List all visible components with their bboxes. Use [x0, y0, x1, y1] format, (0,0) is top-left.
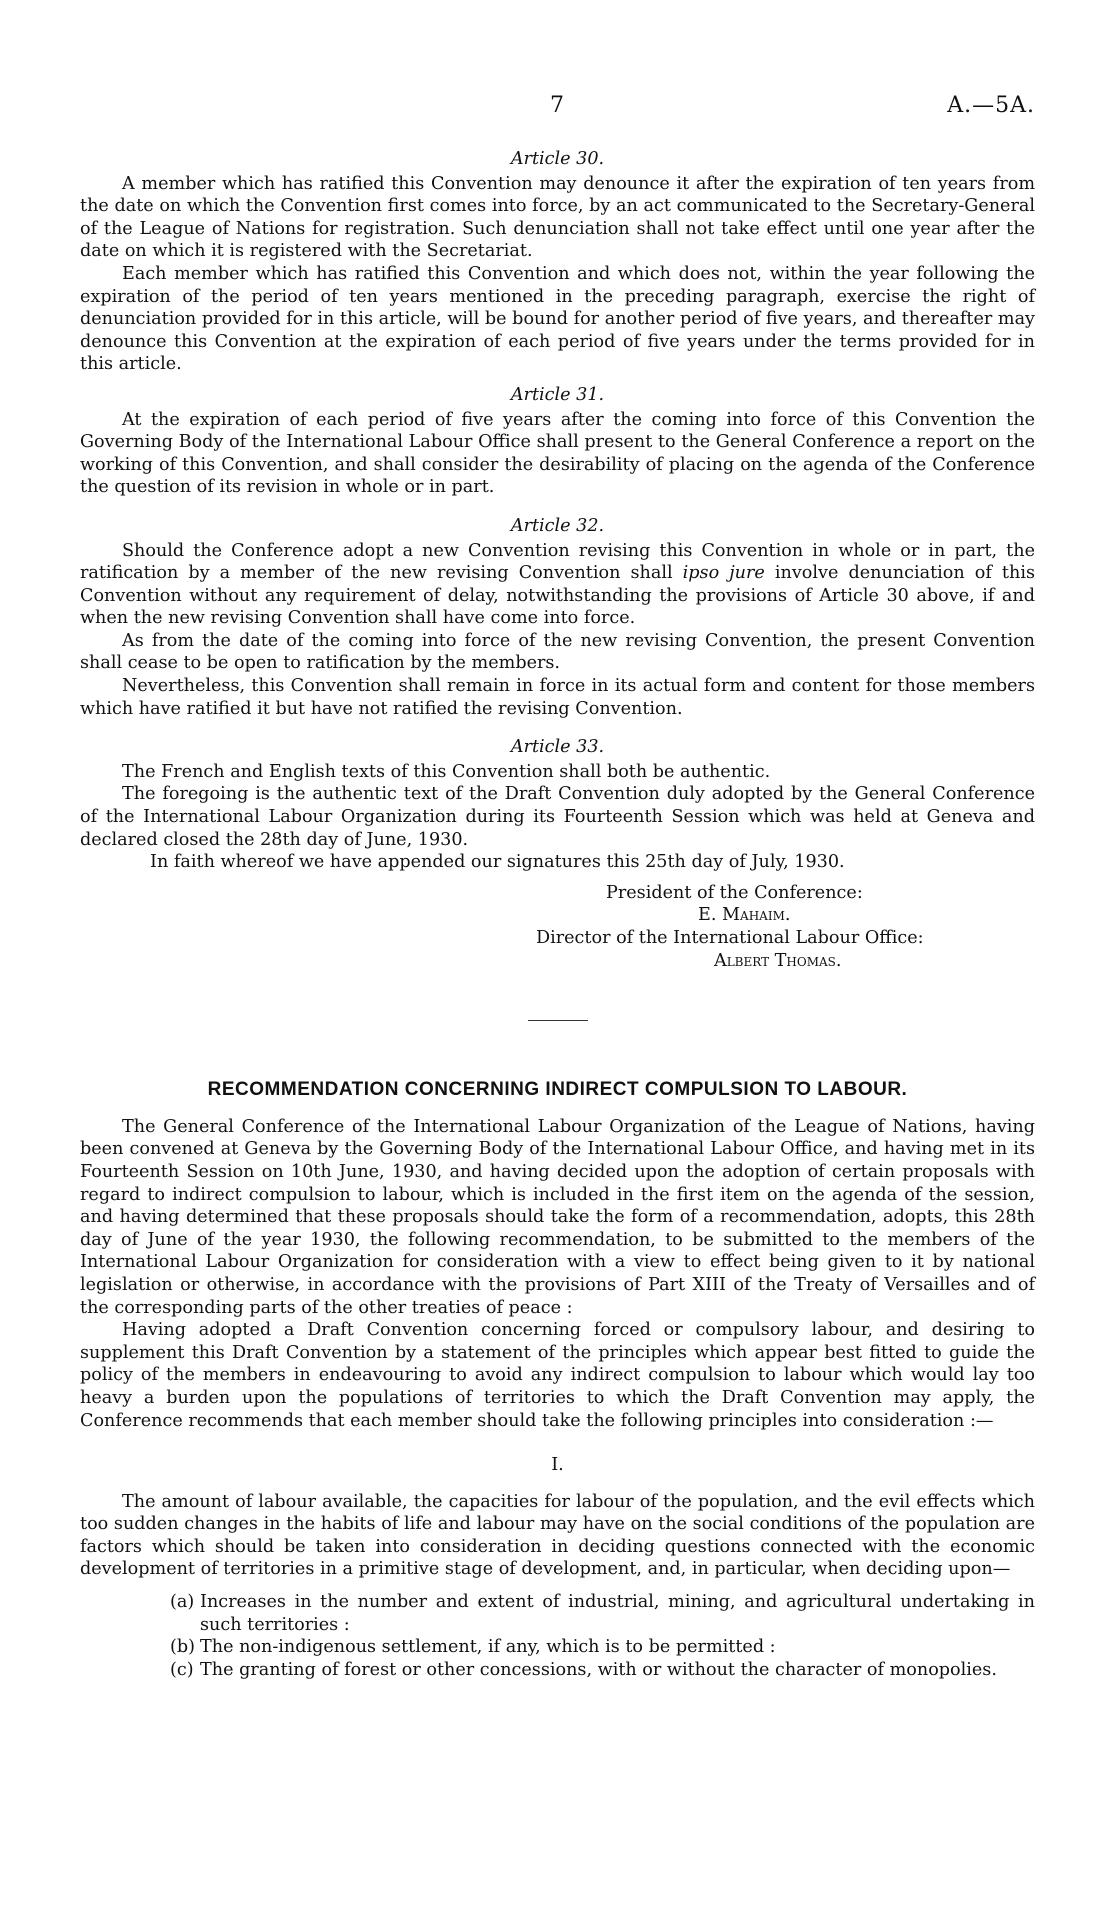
- president-name: E. Mahaim.: [698, 905, 791, 926]
- article-33-paragraph: In faith whereof we have appended our signatures this 25th day of July, 1930.: [150, 852, 845, 873]
- section-intro: The amount of labour available, the capacities for labour of the population, and the evil effects which too sudden changes in the habits of life and labour may have on the social conditions of the population are factors which should be taken into consideration in deciding questions connected with the economic development of territories in a primitive stage of development, and, in particular, when deciding upon—: [80, 1491, 1035, 1580]
- article-32-title: Article 32.: [510, 515, 605, 536]
- list-item: [170, 1636, 1035, 1659]
- article-30-paragraph: A member which has ratified this Convention may denounce it after the expiration of ten years from the date on which the Convention first comes into force, by an act communicated to the Secretary-General of the League of Nations for registration. Such denunciation shall not take effect until one year after the date on which it is registered with the Secretariat.: [80, 173, 1035, 262]
- article-32-paragraph: As from the date of the coming into force of the new revising Convention, the present Convention shall cease to be open to ratification by the members.: [80, 630, 1035, 674]
- section-divider: [528, 1020, 588, 1021]
- list-item: [170, 1591, 1035, 1636]
- document-reference: A.—5A.: [947, 93, 1035, 118]
- article-32-paragraph: Nevertheless, this Convention shall remain in force in its actual form and content for those members which have ratified it but have not ratified the revising Convention.: [80, 676, 1035, 719]
- director-name: Albert Thomas.: [714, 950, 842, 971]
- list-item: [170, 1659, 1035, 1682]
- article-33-paragraph: The French and English texts of this Convention shall both be authentic.: [122, 761, 771, 782]
- article-30-title: Article 30.: [510, 149, 605, 169]
- recommendation-preamble: The General Conference of the International Labour Organization of the League of Nations, having been convened at Geneva by the Governing Body of the International Labour Office, and having met in its Fourteenth Session on 10th June, 1930, and having decided upon the adoption of certain proposals with regard to indirect compulsion to labour, which is included in the first item on the agenda of the session, and having determined that these proposals should take the form of a recommendation, adopts, this 28th day of June of the year 1930, the following recommendation, to be submitted to the members of the International Labour Organization for consideration with a view to effect being given to it by national legislation or otherwise, in accordance with the provisions of Part XIII of the Treaty of Versailles and of the corresponding parts of the other treaties of peace :: [80, 1116, 1035, 1318]
- president-title: President of the Conference:: [606, 882, 863, 903]
- article-33-paragraph: The foregoing is the authentic text of the Draft Convention duly adopted by the General Conference of the International Labour Organization during its Fourteenth Session which was held at Geneva and declared closed the 28th day of June, 1930.: [80, 784, 1035, 850]
- director-title: Director of the International Labour Office:: [536, 928, 924, 948]
- article-33-title: Article 33.: [510, 737, 605, 758]
- signature-block: [536, 882, 1035, 972]
- recommendation-title: RECOMMENDATION CONCERNING INDIRECT COMPULSION TO LABOUR.: [207, 1079, 908, 1101]
- article-30-paragraph: Each member which has ratified this Convention and which does not, within the year following the expiration of the period of ten years mentioned in the preceding paragraph, exercise the right of denunciation provided for in this article, will be bound for another period of five years, and thereafter may denounce this Convention at the expiration of each period of five years under the terms provided for in this article.: [80, 263, 1035, 375]
- page-header: [80, 93, 1035, 121]
- item-label: (a): [170, 1592, 195, 1613]
- page-number: 7: [550, 93, 565, 118]
- recommendation-preamble: Having adopted a Draft Convention concerning forced or compulsory labour, and desiring to supplement this Draft Convention by a statement of the principles which appear best fitted to guide the policy of the members in endeavouring to avoid any indirect compulsion to labour which would lay too heavy a burden upon the populations of territories to which the Draft Convention may apply, the Conference recommends that each member should take the following principles into consideration :—: [80, 1320, 1035, 1431]
- latin-phrase: ipso jure: [682, 563, 765, 584]
- article-31-title: Article 31.: [510, 384, 605, 405]
- item-label: (b): [170, 1637, 195, 1658]
- item-text: The granting of forest or other concessions, with or without the character of monopolies.: [200, 1659, 997, 1680]
- item-text: Increases in the number and extent of industrial, mining, and agricultural undertaking in such territories :: [200, 1592, 1035, 1635]
- body-text: [80, 148, 1035, 1681]
- item-text: The non-indigenous settlement, if any, which is to be permitted :: [200, 1637, 776, 1658]
- item-list: [80, 1591, 1035, 1681]
- article-32-paragraph: Should the Conference adopt a new Convention revising this Convention in whole or in part, the ratification by a member of the new revising Convention shall ipso jure involve denunciation of this Convention without any requirement of delay, notwithstanding the provisions of Article 30 above, if and when the new revising Convention shall have come into force.: [80, 540, 1035, 629]
- item-label: (c): [170, 1659, 194, 1680]
- article-31-paragraph: At the expiration of each period of five years after the coming into force of this Convention the Governing Body of the International Labour Office shall present to the General Conference a report on the working of this Convention, and shall consider the desirability of placing on the agenda of the Conference the question of its revision in whole or in part.: [80, 409, 1035, 498]
- section-number: I.: [551, 1455, 564, 1476]
